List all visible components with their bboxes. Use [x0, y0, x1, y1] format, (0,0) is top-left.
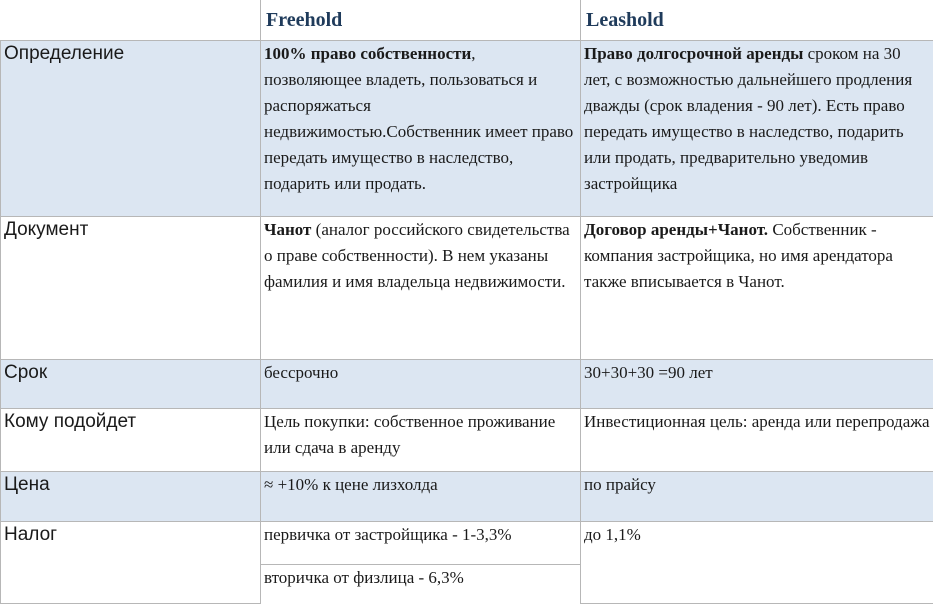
document-leashold-text: Собственник - компания застройщика, но имя арендатора также вписывается в Чанот.	[584, 220, 893, 291]
suitable-freehold-cell: Цель покупки: собственное проживание или сдача в аренду	[261, 409, 581, 472]
tax-freehold-secondary-cell: вторичка от физлица - 6,3%	[261, 565, 581, 604]
row-label-definition: Определение	[1, 41, 261, 217]
definition-leashold-text: сроком на 30 лет, с возможностью дальнейшего продления дважды (срок владения - 90 лет). Есть право передать имущество в наследство, подарить или продать, предварительно уведомив застройщика	[584, 44, 912, 193]
header-row	[1, 0, 933, 41]
row-label-tax: Налог	[1, 522, 261, 604]
row-document	[1, 217, 933, 360]
document-leashold-bold: Договор аренды+Чанот.	[584, 220, 768, 239]
row-label-document: Документ	[1, 217, 261, 360]
row-term	[1, 360, 933, 409]
header-leashold: Leashold	[581, 0, 933, 41]
price-leashold-cell: по прайсу	[581, 472, 933, 522]
row-label-price: Цена	[1, 472, 261, 522]
document-freehold-cell	[261, 217, 581, 360]
row-suitable	[1, 409, 933, 472]
document-leashold-cell	[581, 217, 933, 360]
tax-freehold-primary-cell: первичка от застройщика - 1-3,3%	[261, 522, 581, 565]
suitable-leashold-cell: Инвестиционная цель: аренда или перепродажа	[581, 409, 933, 472]
definition-freehold-cell	[261, 41, 581, 217]
header-freehold: Freehold	[261, 0, 581, 41]
row-definition	[1, 41, 933, 217]
document-freehold-bold: Чанот	[264, 220, 311, 239]
tax-leashold-cell: до 1,1%	[581, 522, 933, 604]
document-freehold-text: (аналог российского свидетельства о праве собственности). В нем указаны фамилия и имя владельца недвижимости.	[264, 220, 570, 291]
term-leashold-cell: 30+30+30 =90 лет	[581, 360, 933, 409]
header-corner-cell	[1, 0, 261, 41]
price-freehold-cell: ≈ +10% к цене лизхолда	[261, 472, 581, 522]
row-price	[1, 472, 933, 522]
row-label-term: Срок	[1, 360, 261, 409]
definition-leashold-cell	[581, 41, 933, 217]
definition-leashold-bold: Право долгосрочной аренды	[584, 44, 803, 63]
row-label-suitable: Кому подойдет	[1, 409, 261, 472]
row-tax	[1, 522, 933, 565]
definition-freehold-text: , позволяющее владеть, пользоваться и распоряжаться недвижимостью.Собственник имеет право передать имущество в наследство, подарить или продать.	[264, 44, 573, 193]
definition-freehold-bold: 100% право собственности	[264, 44, 471, 63]
term-freehold-cell: бессрочно	[261, 360, 581, 409]
